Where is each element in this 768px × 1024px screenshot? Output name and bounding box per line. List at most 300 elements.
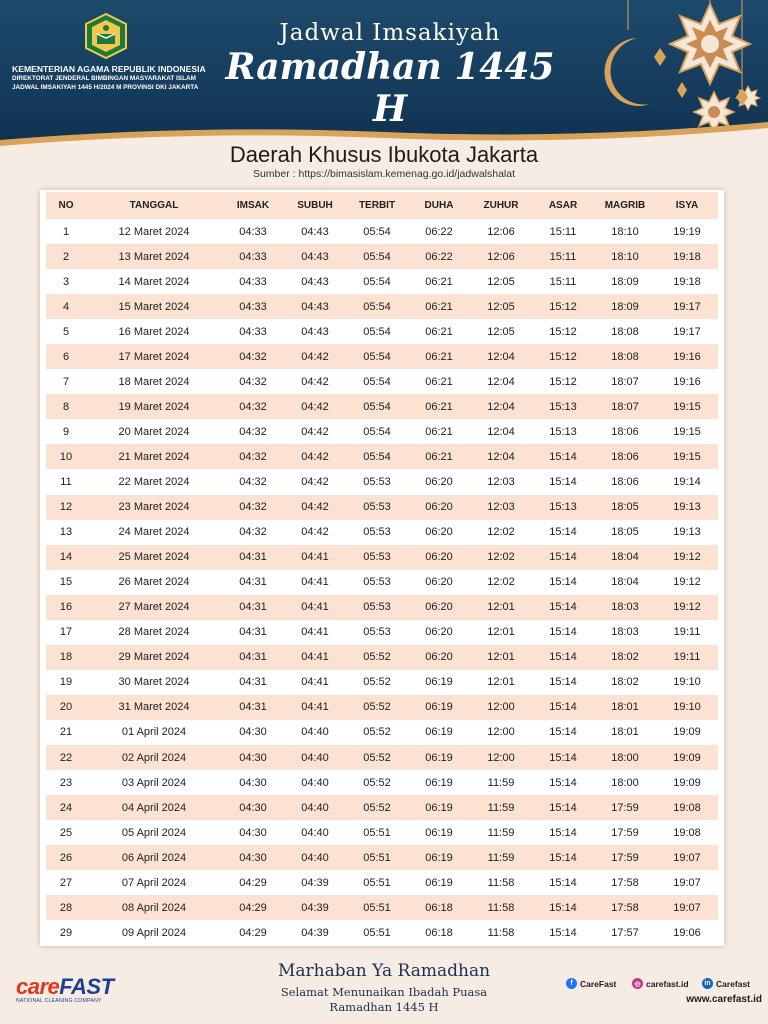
cell-imsak: 04:29: [239, 876, 267, 889]
cell-asar: 15:14: [549, 676, 577, 689]
cell-subuh: 04:43: [301, 325, 329, 338]
cell-terbit: 05:53: [363, 526, 391, 539]
cell-subuh: 04:42: [301, 425, 329, 438]
cell-terbit: 05:52: [363, 676, 391, 689]
cell-zuhur: 12:04: [470, 444, 532, 469]
cell-tanggal: 25 Maret 2024: [86, 545, 222, 570]
cell-magrib: 18:01: [611, 726, 639, 739]
cell-terbit: 05:53: [363, 475, 391, 488]
cell-asar: 15:14: [532, 595, 594, 620]
cell-magrib: 18:09: [594, 294, 656, 319]
cell-terbit: 05:52: [346, 645, 408, 670]
column-header-isya: ISYA: [656, 192, 718, 219]
cell-magrib: 18:10: [594, 244, 656, 269]
cell-isya: 19:10: [656, 695, 718, 720]
cell-isya: 19:09: [656, 745, 718, 770]
cell-terbit: 05:54: [363, 275, 391, 288]
cell-isya: 19:09: [673, 776, 701, 789]
linkedin-label: Carefast: [716, 978, 751, 989]
cell-no: 28: [46, 895, 86, 920]
cell-asar: 15:11: [532, 244, 594, 269]
column-header-asar: ASAR: [532, 192, 594, 219]
table-row: [46, 469, 718, 494]
cell-isya: 19:17: [673, 325, 701, 338]
cell-isya: 19:19: [673, 225, 701, 238]
cell-tanggal: 07 April 2024: [121, 876, 187, 889]
cell-tanggal: 27 Maret 2024: [86, 595, 222, 620]
cell-isya: 19:10: [673, 676, 701, 689]
cell-zuhur: 12:05: [470, 294, 532, 319]
cell-no: 11: [60, 475, 72, 488]
cell-duha: 06:20: [408, 495, 470, 520]
kemenag-text-block: [12, 64, 212, 92]
greeting-subtitle-2: Ramadhan 1445 H: [329, 1000, 439, 1014]
table-header-row: [46, 192, 718, 219]
cell-zuhur: 11:58: [470, 895, 532, 920]
cell-tanggal: 05 April 2024: [121, 826, 187, 839]
cell-subuh: 04:40: [284, 795, 346, 820]
cell-isya: 19:12: [673, 576, 701, 589]
cell-asar: 15:13: [549, 425, 577, 438]
cell-asar: 15:14: [549, 876, 577, 889]
cell-no: 5: [62, 325, 70, 338]
table-row: [46, 419, 718, 444]
column-header-zuhur: ZUHUR: [470, 192, 532, 219]
cell-asar: 15:14: [549, 926, 577, 939]
cell-asar: 15:14: [549, 726, 577, 739]
cell-asar: 15:11: [549, 275, 577, 288]
cell-zuhur: 12:00: [470, 695, 532, 720]
instagram-icon: ◎: [632, 978, 643, 989]
cell-imsak: 04:31: [239, 626, 267, 639]
cell-imsak: 04:30: [239, 826, 267, 839]
cell-terbit: 05:52: [346, 695, 408, 720]
cell-subuh: 04:41: [301, 576, 329, 589]
cell-magrib: 18:06: [611, 475, 639, 488]
cell-isya: 19:11: [656, 645, 718, 670]
cell-duha: 06:18: [408, 895, 470, 920]
table-row: [46, 269, 718, 294]
cell-asar: 15:14: [532, 545, 594, 570]
cell-zuhur: 12:01: [487, 626, 515, 639]
table-row: [46, 319, 718, 344]
cell-tanggal: 24 Maret 2024: [118, 526, 190, 539]
cell-duha: 06:21: [408, 444, 470, 469]
cell-terbit: 05:52: [363, 776, 391, 789]
header-banner: [0, 0, 768, 152]
cell-asar: 15:14: [549, 475, 577, 488]
cell-no: 16: [46, 595, 86, 620]
cell-asar: 15:14: [549, 526, 577, 539]
cell-terbit: 05:51: [363, 826, 391, 839]
cell-magrib: 18:01: [594, 695, 656, 720]
table-row: [46, 520, 718, 545]
cell-terbit: 05:52: [363, 726, 391, 739]
cell-duha: 06:19: [425, 676, 453, 689]
column-header-tanggal: TANGGAL: [86, 192, 222, 219]
cell-no: 20: [46, 695, 86, 720]
cell-imsak: 04:29: [222, 895, 284, 920]
cell-terbit: 05:54: [346, 294, 408, 319]
column-header-terbit: TERBIT: [346, 192, 408, 219]
cell-asar: 15:12: [532, 294, 594, 319]
cell-isya: 19:15: [673, 425, 701, 438]
cell-imsak: 04:32: [222, 394, 284, 419]
cell-terbit: 05:51: [363, 876, 391, 889]
cell-magrib: 18:03: [594, 595, 656, 620]
cell-asar: 15:14: [532, 695, 594, 720]
cell-magrib: 17:58: [611, 876, 639, 889]
cell-asar: 15:14: [549, 776, 577, 789]
cell-zuhur: 12:03: [487, 475, 515, 488]
cell-duha: 06:21: [425, 275, 453, 288]
cell-duha: 06:19: [408, 845, 470, 870]
cell-imsak: 04:31: [222, 645, 284, 670]
cell-duha: 06:19: [425, 826, 453, 839]
cell-duha: 06:19: [425, 876, 453, 889]
cell-no: 13: [59, 526, 73, 539]
cell-imsak: 04:32: [239, 375, 267, 388]
cell-imsak: 04:33: [222, 294, 284, 319]
cell-imsak: 04:30: [222, 795, 284, 820]
cell-duha: 06:21: [408, 344, 470, 369]
table-row: [46, 745, 718, 770]
cell-subuh: 04:42: [301, 375, 329, 388]
cell-terbit: 05:54: [346, 444, 408, 469]
cell-zuhur: 12:04: [487, 375, 515, 388]
cell-zuhur: 12:02: [487, 526, 515, 539]
facebook-label: CareFast: [580, 978, 617, 989]
cell-tanggal: 02 April 2024: [86, 745, 222, 770]
cell-terbit: 05:51: [346, 895, 408, 920]
cell-no: 27: [59, 876, 73, 889]
cell-duha: 06:21: [425, 325, 453, 338]
cell-terbit: 05:52: [346, 745, 408, 770]
cell-imsak: 04:33: [239, 225, 267, 238]
table-row: [46, 369, 718, 394]
cell-no: 3: [62, 275, 70, 288]
table-row: [46, 495, 718, 520]
social-linkedin[interactable]: [702, 978, 750, 989]
cell-zuhur: 12:04: [470, 344, 532, 369]
cell-no: 4: [46, 294, 86, 319]
cell-tanggal: 31 Maret 2024: [86, 695, 222, 720]
cell-subuh: 04:41: [301, 676, 329, 689]
table-row: [46, 294, 718, 319]
cell-tanggal: 28 Maret 2024: [118, 626, 190, 639]
cell-imsak: 04:32: [222, 344, 284, 369]
cell-isya: 19:07: [673, 876, 701, 889]
cell-tanggal: 19 Maret 2024: [86, 394, 222, 419]
cell-tanggal: 29 Maret 2024: [86, 645, 222, 670]
cell-imsak: 04:33: [222, 244, 284, 269]
facebook-icon: f: [566, 978, 577, 989]
table-row: [46, 219, 718, 244]
cell-magrib: 18:05: [611, 526, 639, 539]
cell-magrib: 17:59: [594, 845, 656, 870]
table-row: [46, 545, 718, 570]
cell-terbit: 05:54: [363, 375, 391, 388]
cell-duha: 06:20: [408, 645, 470, 670]
brand-tagline: NATIONAL CLEANING COMPANY: [16, 998, 102, 1004]
column-header-duha: DUHA: [408, 192, 470, 219]
table-row: [46, 720, 718, 745]
cell-subuh: 04:42: [284, 394, 346, 419]
cell-isya: 19:07: [656, 845, 718, 870]
cell-subuh: 04:43: [301, 275, 329, 288]
cell-isya: 19:18: [656, 244, 718, 269]
cell-terbit: 05:53: [363, 576, 391, 589]
cell-no: 1: [62, 225, 70, 238]
cell-tanggal: 03 April 2024: [121, 776, 187, 789]
cell-magrib: 18:00: [611, 776, 639, 789]
cell-magrib: 18:07: [594, 394, 656, 419]
table-row: [46, 795, 718, 820]
cell-duha: 06:19: [425, 726, 453, 739]
cell-duha: 06:21: [408, 394, 470, 419]
cell-no: 2: [46, 244, 86, 269]
cell-imsak: 04:30: [239, 776, 267, 789]
kemenag-logo-icon: [82, 12, 130, 60]
cell-zuhur: 11:59: [470, 795, 532, 820]
cell-tanggal: 04 April 2024: [86, 795, 222, 820]
cell-subuh: 04:40: [284, 845, 346, 870]
cell-tanggal: 06 April 2024: [86, 845, 222, 870]
cell-terbit: 05:51: [346, 845, 408, 870]
cell-tanggal: 21 Maret 2024: [86, 444, 222, 469]
cell-no: 23: [59, 776, 73, 789]
greeting-title: Marhaban Ya Ramadhan: [277, 961, 491, 981]
cell-subuh: 04:41: [301, 626, 329, 639]
table-body: [46, 219, 718, 945]
cell-zuhur: 11:59: [487, 776, 515, 789]
cell-asar: 15:14: [532, 795, 594, 820]
cell-asar: 15:14: [532, 895, 594, 920]
cell-duha: 06:22: [408, 244, 470, 269]
cell-terbit: 05:54: [363, 325, 391, 338]
cell-asar: 15:13: [532, 495, 594, 520]
cell-tanggal: 30 Maret 2024: [118, 676, 190, 689]
cell-subuh: 04:42: [284, 444, 346, 469]
cell-no: 25: [59, 826, 73, 839]
cell-imsak: 04:33: [239, 325, 267, 338]
cell-magrib: 18:00: [594, 745, 656, 770]
cell-tanggal: 23 Maret 2024: [86, 495, 222, 520]
cell-subuh: 04:42: [301, 526, 329, 539]
cell-zuhur: 12:04: [487, 425, 515, 438]
table-row: [46, 770, 718, 795]
cell-isya: 19:13: [656, 495, 718, 520]
table-row: [46, 920, 718, 945]
cell-asar: 15:12: [549, 375, 577, 388]
cell-imsak: 04:32: [222, 444, 284, 469]
cell-subuh: 04:43: [301, 225, 329, 238]
cell-magrib: 18:04: [611, 576, 639, 589]
table-row: [46, 444, 718, 469]
cell-terbit: 05:54: [363, 425, 391, 438]
cell-asar: 15:11: [549, 225, 577, 238]
cell-no: 10: [46, 444, 86, 469]
cell-no: 22: [46, 745, 86, 770]
cell-zuhur: 12:06: [470, 244, 532, 269]
cell-magrib: 17:57: [611, 926, 639, 939]
cell-imsak: 04:32: [222, 495, 284, 520]
cell-subuh: 04:40: [301, 776, 329, 789]
cell-subuh: 04:41: [284, 645, 346, 670]
cell-isya: 19:18: [673, 275, 701, 288]
page-title-line-1: Jadwal Imsakiyah: [279, 20, 501, 46]
diamond-ornament-icon: [677, 82, 687, 98]
cell-no: 9: [62, 425, 70, 438]
cell-imsak: 04:30: [222, 745, 284, 770]
cell-no: 19: [59, 676, 73, 689]
cell-subuh: 04:39: [301, 926, 329, 939]
table-row: [46, 645, 718, 670]
cell-zuhur: 12:06: [487, 225, 515, 238]
cell-magrib: 18:09: [611, 275, 639, 288]
cell-zuhur: 11:59: [487, 826, 515, 839]
cell-imsak: 04:32: [239, 526, 267, 539]
cell-subuh: 04:42: [284, 344, 346, 369]
cell-tanggal: 08 April 2024: [86, 895, 222, 920]
cell-terbit: 05:54: [346, 244, 408, 269]
cell-subuh: 04:40: [284, 745, 346, 770]
website-link[interactable]: www.carefast.id: [686, 994, 762, 1005]
cell-magrib: 18:07: [611, 375, 639, 388]
cell-duha: 06:19: [408, 745, 470, 770]
cell-isya: 19:15: [656, 394, 718, 419]
cell-imsak: 04:31: [239, 576, 267, 589]
cell-subuh: 04:42: [301, 475, 329, 488]
cell-isya: 19:16: [673, 375, 701, 388]
cell-no: 8: [46, 394, 86, 419]
cell-no: 26: [46, 845, 86, 870]
imsakiyah-table: [46, 192, 718, 945]
cell-isya: 19:07: [656, 895, 718, 920]
social-instagram[interactable]: [632, 978, 689, 989]
cell-isya: 19:15: [656, 444, 718, 469]
cell-imsak: 04:30: [239, 726, 267, 739]
cell-subuh: 04:39: [284, 895, 346, 920]
cell-magrib: 18:08: [594, 344, 656, 369]
cell-duha: 06:20: [425, 576, 453, 589]
cell-terbit: 05:51: [363, 926, 391, 939]
cell-isya: 19:11: [673, 626, 701, 639]
cell-zuhur: 12:00: [470, 745, 532, 770]
cell-no: 17: [59, 626, 73, 639]
cell-duha: 06:19: [408, 795, 470, 820]
cell-asar: 15:14: [549, 826, 577, 839]
cell-subuh: 04:43: [284, 294, 346, 319]
table-row: [46, 695, 718, 720]
cell-isya: 19:09: [673, 726, 701, 739]
social-links: [562, 978, 762, 992]
page-title-line-2: Ramadhan 1445 H: [225, 46, 555, 130]
brand-care: care: [16, 974, 60, 999]
cell-asar: 15:12: [532, 344, 594, 369]
cell-duha: 06:20: [425, 526, 453, 539]
cell-magrib: 17:59: [611, 826, 639, 839]
cell-magrib: 18:02: [594, 645, 656, 670]
cell-no: 7: [62, 375, 70, 388]
cell-magrib: 18:05: [594, 495, 656, 520]
schedule-caption: JADWAL IMSAKIYAH 1445 H/2024 M PROVINSI DKI JAKARTA: [12, 84, 199, 91]
social-facebook[interactable]: [566, 978, 616, 989]
cell-asar: 15:14: [532, 645, 594, 670]
cell-magrib: 18:04: [594, 545, 656, 570]
cell-terbit: 05:53: [363, 626, 391, 639]
table-row: [46, 895, 718, 920]
cell-tanggal: 14 Maret 2024: [118, 275, 190, 288]
table-row: [46, 620, 718, 645]
column-header-subuh: SUBUH: [284, 192, 346, 219]
cell-magrib: 17:58: [594, 895, 656, 920]
cell-duha: 06:19: [408, 695, 470, 720]
crescent-moon-icon: [605, 38, 650, 106]
cell-duha: 06:20: [408, 545, 470, 570]
cell-duha: 06:20: [408, 595, 470, 620]
cell-no: 6: [46, 344, 86, 369]
cell-tanggal: 13 Maret 2024: [86, 244, 222, 269]
cell-no: 29: [59, 926, 73, 939]
cell-asar: 15:14: [532, 745, 594, 770]
cell-asar: 15:14: [532, 444, 594, 469]
cell-magrib: 17:59: [594, 795, 656, 820]
table-row: [46, 670, 718, 695]
cell-terbit: 05:54: [363, 225, 391, 238]
cell-tanggal: 22 Maret 2024: [118, 475, 190, 488]
region-title: Daerah Khusus Ibukota Jakarta: [229, 142, 539, 167]
cell-subuh: 04:41: [284, 695, 346, 720]
greeting-subtitle-1: Selamat Menunaikan Ibadah Puasa: [280, 985, 488, 999]
cell-zuhur: 12:05: [487, 275, 515, 288]
table-row: [46, 394, 718, 419]
cell-duha: 06:22: [425, 225, 453, 238]
cell-imsak: 04:31: [222, 545, 284, 570]
cell-zuhur: 12:04: [470, 394, 532, 419]
cell-magrib: 18:03: [611, 626, 639, 639]
cell-asar: 15:14: [532, 845, 594, 870]
cell-tanggal: 26 Maret 2024: [118, 576, 190, 589]
cell-subuh: 04:39: [301, 876, 329, 889]
column-header-imsak: IMSAK: [222, 192, 284, 219]
cell-imsak: 04:33: [239, 275, 267, 288]
cell-subuh: 04:40: [301, 726, 329, 739]
cell-duha: 06:21: [425, 425, 453, 438]
cell-tanggal: 16 Maret 2024: [118, 325, 190, 338]
cell-duha: 06:20: [425, 626, 453, 639]
cell-subuh: 04:41: [284, 595, 346, 620]
cell-tanggal: 20 Maret 2024: [118, 425, 190, 438]
cell-isya: 19:17: [656, 294, 718, 319]
ministry-name: KEMENTERIAN AGAMA REPUBLIK INDONESIA: [12, 64, 206, 74]
instagram-label: carefast.id: [646, 978, 689, 989]
cell-zuhur: 12:05: [487, 325, 515, 338]
cell-isya: 19:08: [656, 795, 718, 820]
cell-zuhur: 12:00: [487, 726, 515, 739]
cell-no: 24: [46, 795, 86, 820]
cell-terbit: 05:54: [346, 394, 408, 419]
cell-magrib: 18:06: [594, 444, 656, 469]
cell-tanggal: 18 Maret 2024: [118, 375, 190, 388]
diamond-ornament-icon: [654, 48, 666, 66]
cell-asar: 15:14: [549, 576, 577, 589]
cell-isya: 19:12: [656, 595, 718, 620]
cell-no: 12: [46, 495, 86, 520]
cell-isya: 19:06: [673, 926, 701, 939]
brand-fast: FAST: [59, 974, 114, 999]
cell-duha: 06:20: [425, 475, 453, 488]
